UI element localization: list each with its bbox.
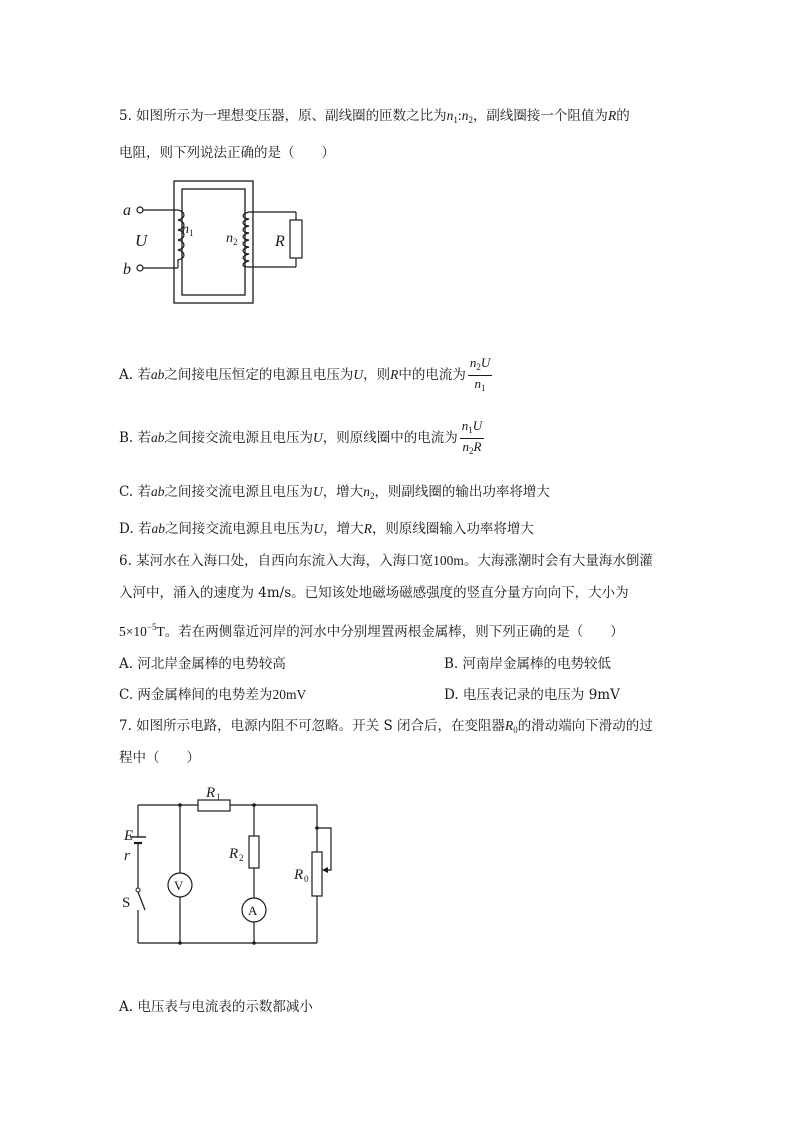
label-n1: n xyxy=(182,222,189,237)
q5-n2-sub: 2 xyxy=(468,115,473,125)
q5-opt-b-fraction xyxy=(460,418,484,459)
q7-option-a: A. 电压表与电流表的示数都减小 xyxy=(119,999,313,1015)
q6-option-d: D. 电压表记录的电压为 9mV xyxy=(444,687,620,703)
q5-opt-b-text: B. 若 xyxy=(119,430,152,446)
q5-opt-b-U: U xyxy=(313,430,323,445)
q5-opt-c-text-2: 之间接交流电源且电压为 xyxy=(164,484,313,500)
q7-stem-line-1 xyxy=(119,717,653,739)
q5-opt-d-R: R xyxy=(363,521,372,536)
label-R1: R xyxy=(206,785,216,801)
q5-opt-b-text-3: ，则原线圈中的电流为 xyxy=(322,430,458,446)
q5-R: R xyxy=(607,108,617,123)
q5-opt-c-U: U xyxy=(312,484,323,499)
q7-R0-sub: 0 xyxy=(513,725,518,735)
q5-n2: n xyxy=(461,108,469,123)
resistor-R2 xyxy=(249,836,259,868)
q6-field-coef: 5×10 xyxy=(119,624,147,639)
q6-text-3: 。若在两侧靠近河岸的河水中分别埋置两根金属棒，则下列正确的是（ ） xyxy=(164,624,624,640)
q5-opt-b-ab: ab xyxy=(151,430,165,445)
q5-opt-d-text-4: ，则原线圈输入功率将增大 xyxy=(371,521,534,537)
q6-stem-line-3 xyxy=(119,618,624,641)
q5-stem-text: 5. 如图所示为一理想变压器，原、副线圈的匝数之比为 xyxy=(119,108,447,124)
label-E: E xyxy=(124,828,134,844)
q7-text-1a: 7. 如图所示电路，电源内阻不可忽略。开关 S 闭合后，在变阻器 xyxy=(119,718,506,734)
q5-option-b xyxy=(119,418,486,459)
q5-option-d xyxy=(119,520,534,538)
q6-option-c xyxy=(119,686,306,704)
q5-opt-c-text-3: ，增大 xyxy=(322,484,364,500)
q6-field-unit: T xyxy=(156,624,165,639)
q5-opt-a-text-4: 中的电流为 xyxy=(398,367,466,383)
frac-num-U: U xyxy=(472,418,483,433)
terminal-a xyxy=(137,207,143,213)
label-n2-sub: 2 xyxy=(233,237,238,247)
q5-stem-text-c: 的 xyxy=(616,108,630,124)
q5-opt-c-n: n xyxy=(363,484,370,499)
frac-num-n: n xyxy=(469,355,477,370)
frac-num-sub: 1 xyxy=(468,425,473,435)
frac-den-R: R xyxy=(473,439,482,454)
q5-opt-c-n-sub: 2 xyxy=(369,491,375,501)
frac-num-U: U xyxy=(480,355,491,370)
q6-opt-c-value: 20mV xyxy=(272,687,307,702)
secondary-coil xyxy=(243,212,249,267)
terminal-b xyxy=(137,265,143,271)
q6-opt-c-text: C. 两金属棒间的电势差为 xyxy=(119,687,273,703)
q5-opt-c-text: C. 若 xyxy=(119,484,151,500)
q6-option-b: B. 河南岸金属棒的电势较低 xyxy=(444,656,612,672)
q5-opt-d-U: U xyxy=(313,521,324,536)
q5-colon: : xyxy=(457,108,462,123)
label-R0-sub: 0 xyxy=(304,874,309,884)
q5-n1-sub: 1 xyxy=(453,115,458,125)
frac-den-sub: 1 xyxy=(481,383,486,393)
frac-den-n: n xyxy=(474,376,482,391)
resistor-R1 xyxy=(198,800,230,811)
q5-opt-a-text-2: 之间接电压恒定的电源且电压为 xyxy=(164,367,354,383)
q5-opt-a-fraction xyxy=(468,355,492,396)
label-a: a xyxy=(123,202,131,219)
q5-opt-d-text-2: 之间接交流电源且电压为 xyxy=(164,521,314,537)
label-U: U xyxy=(135,231,148,250)
switch-S xyxy=(138,892,145,910)
label-R0: R xyxy=(294,867,304,883)
frac-den-sub: 2 xyxy=(468,446,474,456)
label-R1-sub: 1 xyxy=(216,792,221,802)
q5-opt-c-ab: ab xyxy=(150,484,165,499)
label-R: R xyxy=(275,233,285,250)
q5-opt-d-ab: ab xyxy=(151,521,165,536)
label-n2: n xyxy=(226,231,233,246)
q5-stem-text-b: ，副线圈接一个阻值为 xyxy=(472,108,608,124)
q6-text-1a: 6. 某河水在入海口处，自西向东流入大海，入海口宽 xyxy=(119,553,434,569)
q5-opt-d-text-3: ，增大 xyxy=(323,521,364,537)
primary-coil xyxy=(178,210,184,268)
q7-text-1b: 的滑动端向下滑动的过 xyxy=(517,718,653,734)
core-outer xyxy=(174,181,253,303)
q5-option-a xyxy=(119,355,494,396)
q6-field-exp: −5 xyxy=(146,622,157,632)
q6-option-a: A. 河北岸金属棒的电势较高 xyxy=(119,656,286,672)
q6-text-1b: 。大海涨潮时会有大量海水倒灌 xyxy=(463,553,653,569)
frac-num-n: n xyxy=(461,418,469,433)
q5-stem-line-2: 电阻，则下列说法正确的是（ ） xyxy=(119,145,335,161)
q5-opt-a-U: U xyxy=(353,367,364,382)
frac-num-sub: 2 xyxy=(476,362,481,372)
voltmeter-label: V xyxy=(174,878,184,893)
transformer-diagram xyxy=(118,178,318,308)
q5-opt-b-text-2: 之间接交流电源且电压为 xyxy=(164,430,314,446)
q5-opt-c-text-4: ，则副线圈的输出功率将增大 xyxy=(374,484,550,500)
circuit-diagram xyxy=(118,780,358,950)
label-r: r xyxy=(124,848,130,864)
label-R2: R xyxy=(229,846,239,862)
label-S: S xyxy=(122,895,131,911)
q5-opt-a-R: R xyxy=(390,367,399,382)
q5-opt-d-text: D. 若 xyxy=(119,521,152,537)
q6-stem-line-1 xyxy=(119,552,653,570)
q7-stem-line-2: 程中（ ） xyxy=(119,750,200,766)
q5-opt-a-ab: ab xyxy=(150,367,165,382)
q7-R0: R xyxy=(505,718,514,733)
q5-opt-a-text: A. 若 xyxy=(119,367,151,383)
q5-n1: n xyxy=(446,108,454,123)
q5-opt-a-text-3: ，则 xyxy=(363,367,391,383)
ammeter-label: A xyxy=(248,903,258,918)
frac-den-n: n xyxy=(462,439,469,454)
q6-stem-line-2: 入河中，涌入的速度为 4m/s。已知该处地磁场磁感强度的竖直分量方向向下，大小为 xyxy=(119,585,629,601)
q5-stem-line-1 xyxy=(119,107,630,129)
resistor-R xyxy=(290,220,302,258)
rheostat-R0 xyxy=(312,852,322,896)
q6-width: 100m xyxy=(433,553,464,568)
label-n1-sub: 1 xyxy=(189,228,194,238)
label-R2-sub: 2 xyxy=(239,853,244,863)
label-b: b xyxy=(123,261,131,278)
q5-option-c xyxy=(119,483,550,505)
